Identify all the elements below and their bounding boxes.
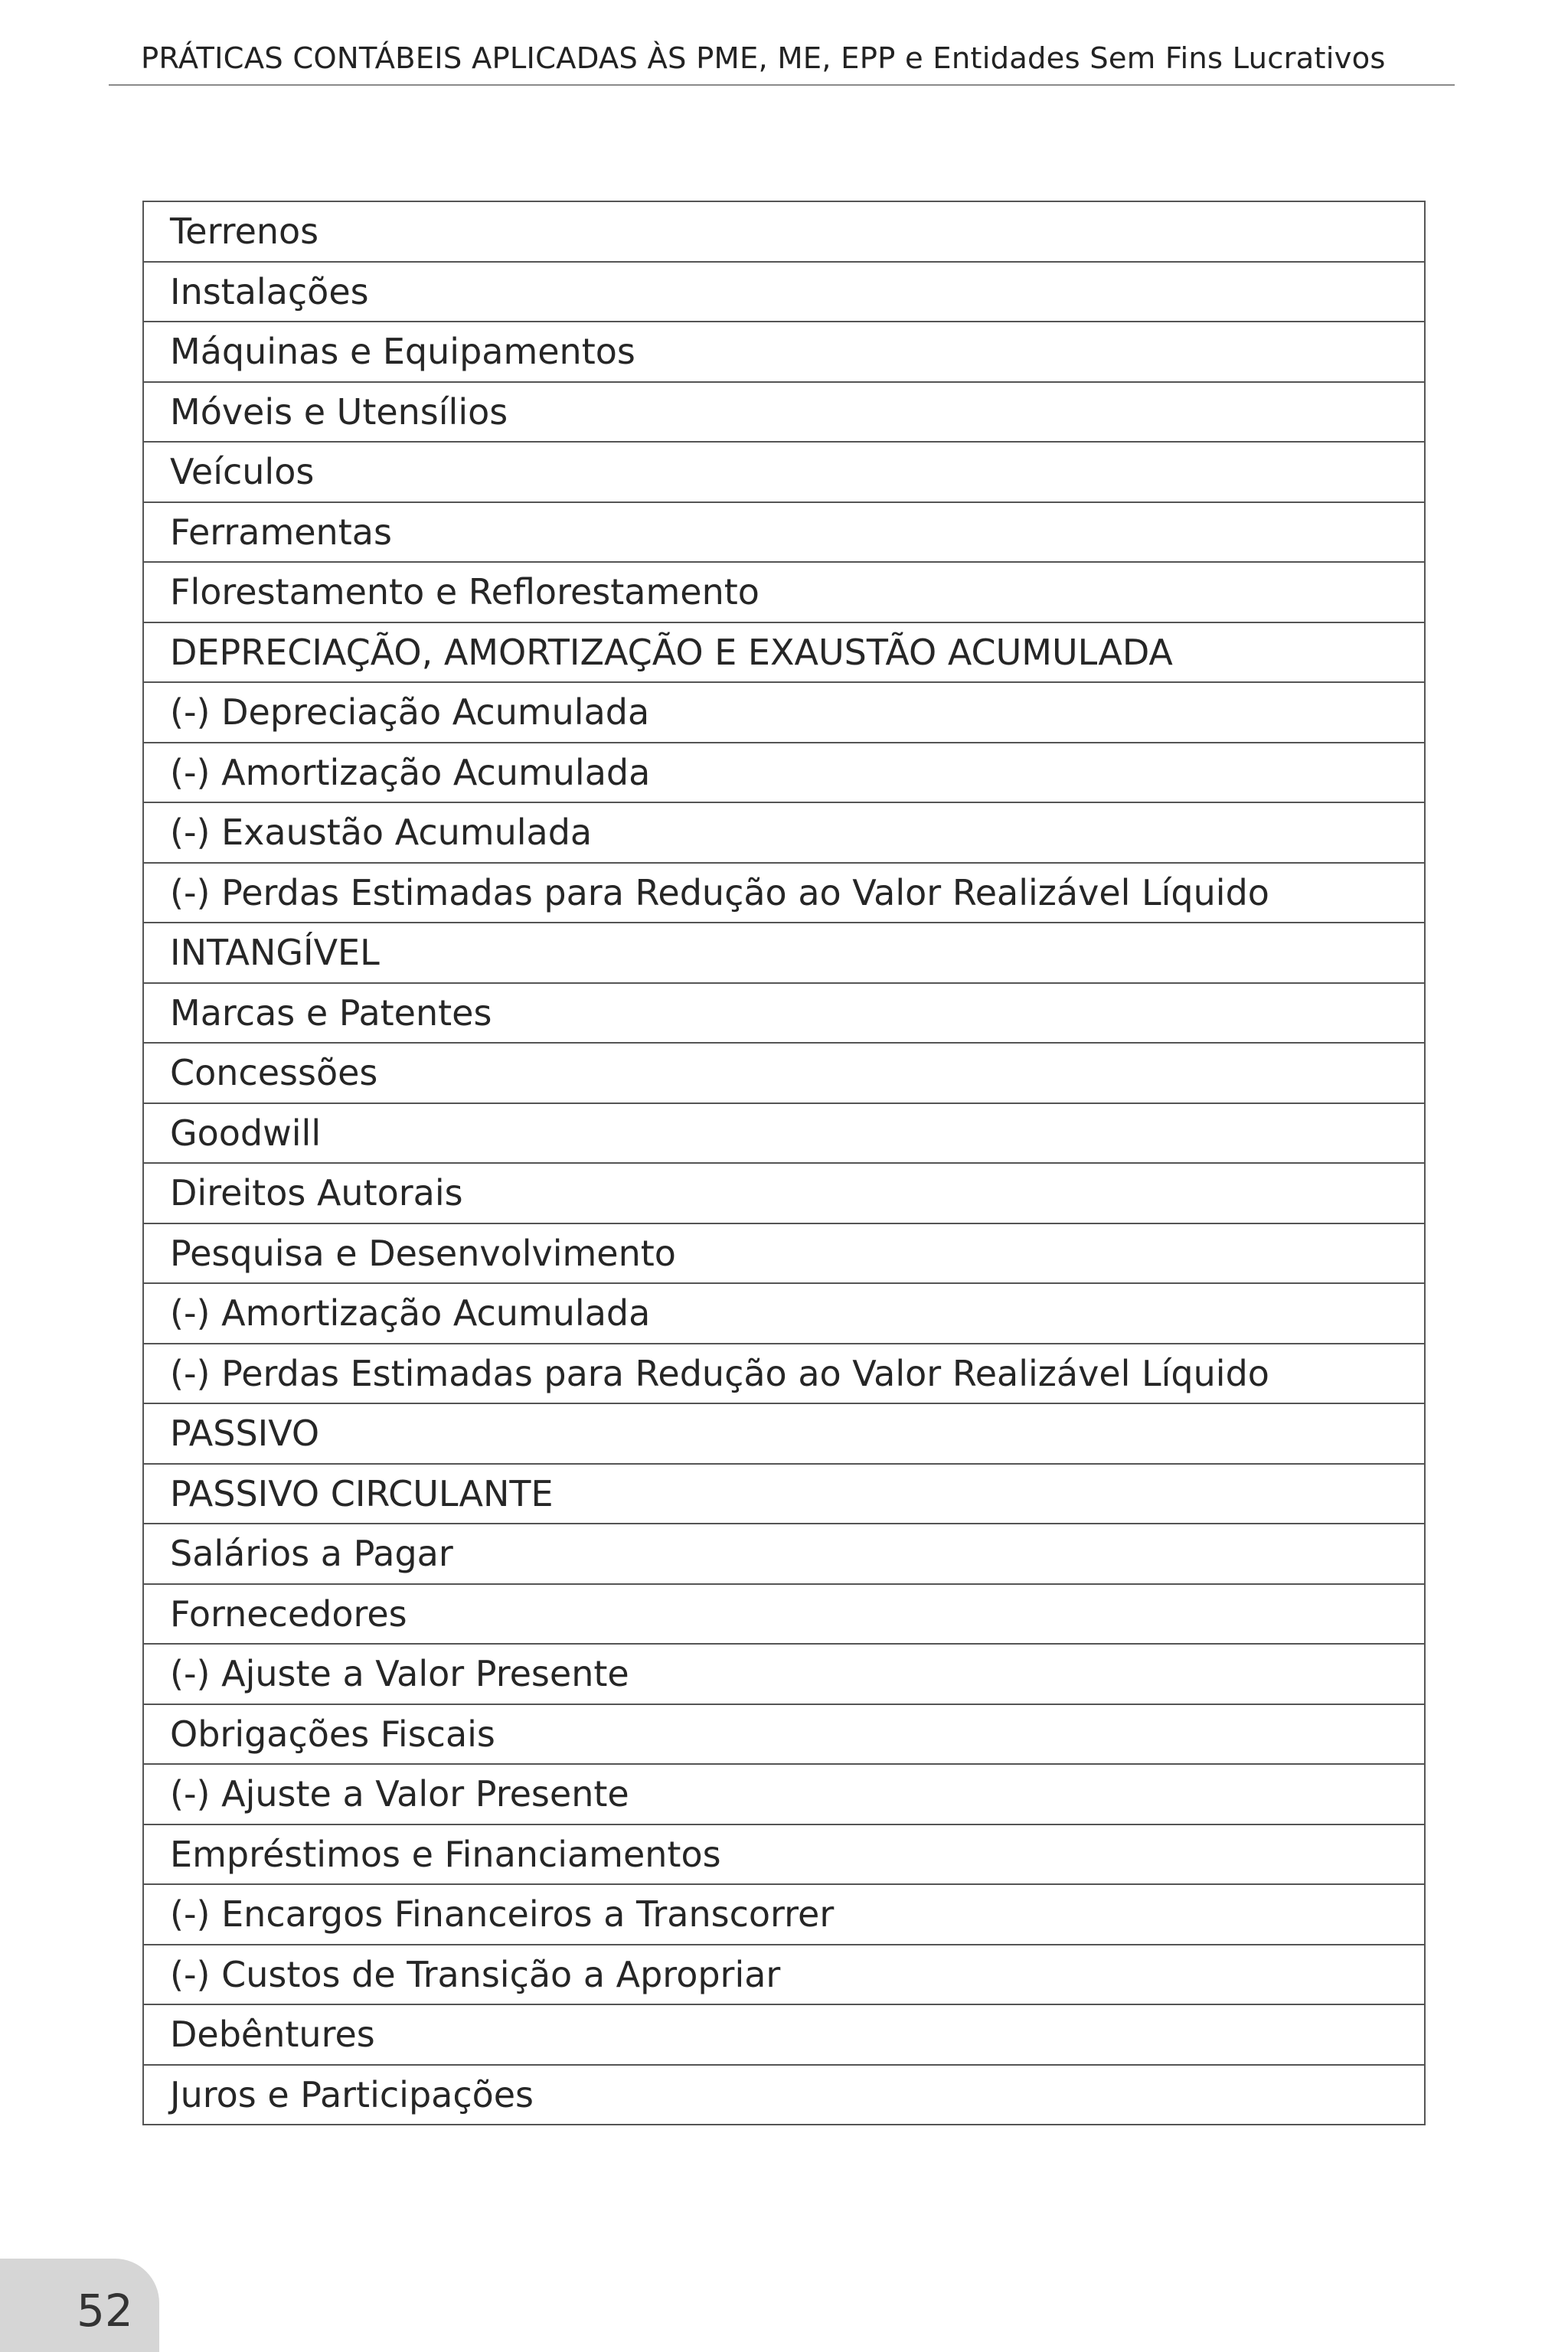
account-cell: Fornecedores xyxy=(143,1584,1425,1645)
account-cell: PASSIVO CIRCULANTE xyxy=(143,1464,1425,1524)
table-row xyxy=(143,1884,1425,1945)
account-cell: Ferramentas xyxy=(143,502,1425,563)
account-cell: Obrigações Fiscais xyxy=(143,1704,1425,1765)
table-row xyxy=(143,923,1425,983)
account-cell: Debêntures xyxy=(143,2004,1425,2065)
account-cell: (-) Ajuste a Valor Presente xyxy=(143,1644,1425,1704)
page-number-tab xyxy=(0,2259,159,2352)
account-cell: PASSIVO xyxy=(143,1403,1425,1464)
table-row xyxy=(143,442,1425,502)
table-row xyxy=(143,682,1425,743)
table-row xyxy=(143,502,1425,563)
account-cell: INTANGÍVEL xyxy=(143,923,1425,983)
table-row xyxy=(143,2004,1425,2065)
account-cell: Salários a Pagar xyxy=(143,1524,1425,1584)
table-row xyxy=(143,1223,1425,1284)
account-cell: Juros e Participações xyxy=(143,2065,1425,2125)
table-row xyxy=(143,1403,1425,1464)
table-row xyxy=(143,622,1425,683)
account-cell: Goodwill xyxy=(143,1103,1425,1164)
table-row xyxy=(143,743,1425,803)
accounts-table xyxy=(142,201,1426,2125)
account-cell: (-) Exaustão Acumulada xyxy=(143,802,1425,863)
table-row xyxy=(143,1764,1425,1824)
account-cell: Florestamento e Reflorestamento xyxy=(143,562,1425,622)
account-cell: (-) Perdas Estimadas para Redução ao Valor Realizável Líquido xyxy=(143,1344,1425,1404)
table-row xyxy=(143,1524,1425,1584)
table-row xyxy=(143,802,1425,863)
running-header xyxy=(109,31,1455,86)
account-cell: Concessões xyxy=(143,1043,1425,1103)
account-cell: Veículos xyxy=(143,442,1425,502)
table-row xyxy=(143,1464,1425,1524)
account-cell: (-) Amortização Acumulada xyxy=(143,743,1425,803)
account-cell: Marcas e Patentes xyxy=(143,983,1425,1044)
table-row xyxy=(143,1344,1425,1404)
table-row xyxy=(143,1704,1425,1765)
account-cell: (-) Custos de Transição a Apropriar xyxy=(143,1945,1425,2005)
table-row xyxy=(143,2065,1425,2125)
account-cell: Máquinas e Equipamentos xyxy=(143,322,1425,382)
account-cell: Terrenos xyxy=(143,201,1425,262)
account-cell: Móveis e Utensílios xyxy=(143,382,1425,443)
table-row xyxy=(143,1945,1425,2005)
accounts-table-body xyxy=(143,201,1425,2125)
account-cell: Pesquisa e Desenvolvimento xyxy=(143,1223,1425,1284)
account-cell: (-) Depreciação Acumulada xyxy=(143,682,1425,743)
account-cell: (-) Perdas Estimadas para Redução ao Valor Realizável Líquido xyxy=(143,863,1425,923)
table-row xyxy=(143,1644,1425,1704)
table-row xyxy=(143,201,1425,262)
table-row xyxy=(143,262,1425,322)
account-cell: Instalações xyxy=(143,262,1425,322)
table-row xyxy=(143,562,1425,622)
account-cell: Empréstimos e Financiamentos xyxy=(143,1824,1425,1885)
table-row xyxy=(143,1103,1425,1164)
table-row xyxy=(143,983,1425,1044)
table-row xyxy=(143,1283,1425,1344)
table-row xyxy=(143,1584,1425,1645)
table-row xyxy=(143,863,1425,923)
account-cell: Direitos Autorais xyxy=(143,1163,1425,1223)
page-number: 52 xyxy=(77,2285,133,2337)
account-cell: (-) Encargos Financeiros a Transcorrer xyxy=(143,1884,1425,1945)
table-row xyxy=(143,1824,1425,1885)
account-cell: (-) Amortização Acumulada xyxy=(143,1283,1425,1344)
running-header-title: PRÁTICAS CONTÁBEIS APLICADAS ÀS PME, ME, EPP e Entidades Sem Fins Lucrativos xyxy=(141,41,1386,76)
account-cell: (-) Ajuste a Valor Presente xyxy=(143,1764,1425,1824)
table-row xyxy=(143,1163,1425,1223)
table-row xyxy=(143,1043,1425,1103)
account-cell: DEPRECIAÇÃO, AMORTIZAÇÃO E EXAUSTÃO ACUMULADA xyxy=(143,622,1425,683)
table-row xyxy=(143,322,1425,382)
table-row xyxy=(143,382,1425,443)
